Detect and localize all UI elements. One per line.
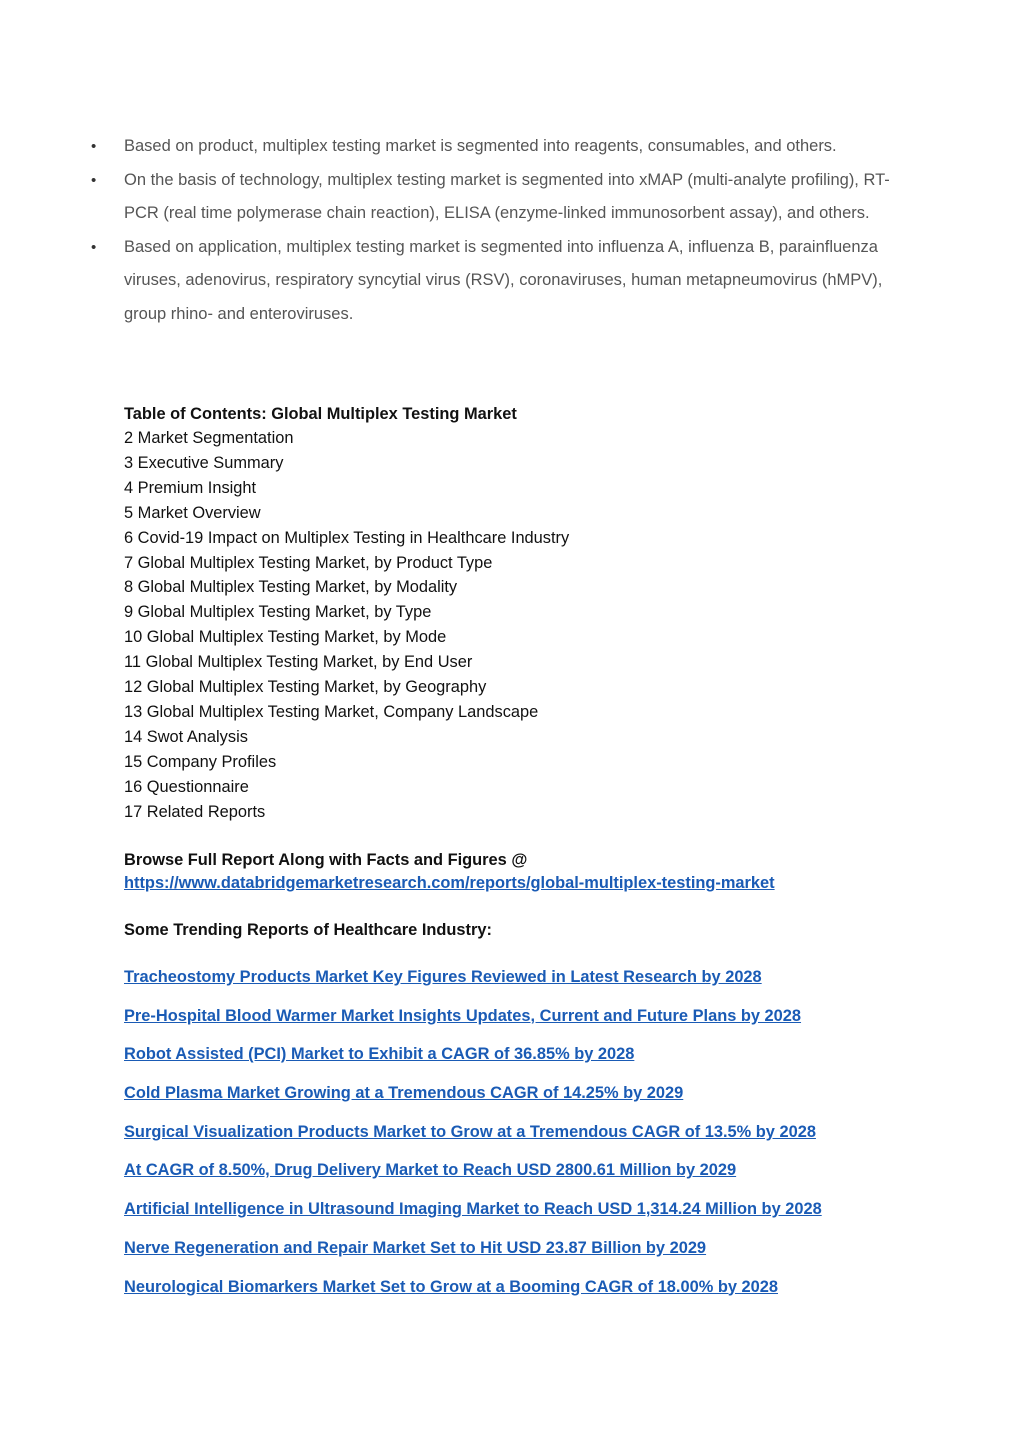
bullet-item: [86, 130, 906, 164]
bullet-dot-icon: •: [91, 238, 97, 256]
list-item: [124, 1082, 984, 1121]
toc-item: 4 Premium Insight: [124, 478, 257, 497]
bullet-item: [86, 231, 906, 332]
trending-report-link[interactable]: Surgical Visualization Products Market to Grow at a Tremendous CAGR of 13.5% by 2028: [124, 1122, 816, 1141]
toc-item: 14 Swot Analysis: [124, 727, 248, 746]
bullet-text: Based on product, multiplex testing market is segmented into reagents, consumables, and others.: [124, 137, 837, 155]
trending-report-link[interactable]: Robot Assisted (PCI) Market to Exhibit a CAGR of 36.85% by 2028: [124, 1045, 635, 1064]
toc-item: 10 Global Multiplex Testing Market, by Mode: [124, 628, 447, 647]
trending-report-link[interactable]: Neurological Biomarkers Market Set to Grow at a Booming CAGR of 18.00% by 2028: [124, 1277, 778, 1296]
list-item: [124, 1237, 984, 1276]
list-item: [124, 1159, 984, 1198]
browse-report-heading: Browse Full Report Along with Facts and Figures @: [124, 851, 528, 869]
toc-item: 9 Global Multiplex Testing Market, by Type: [124, 603, 432, 622]
list-item: [124, 1198, 984, 1237]
trending-reports-heading: Some Trending Reports of Healthcare Industry:: [124, 921, 492, 939]
trending-report-link[interactable]: Pre-Hospital Blood Warmer Market Insights Updates, Current and Future Plans by 2028: [124, 1006, 802, 1025]
bullet-dot-icon: •: [91, 138, 97, 155]
browse-report-section: [124, 849, 944, 895]
trending-report-link[interactable]: At CAGR of 8.50%, Drug Delivery Market to Reach USD 2800.61 Million by 2029: [124, 1161, 737, 1180]
trending-reports-list: [124, 966, 984, 1314]
bullet-text: On the basis of technology, multiplex testing market is segmented into xMAP (multi-analyte profiling), RT-PCR (real time polymerase chain reaction), ELISA (enzyme-linked immunosorbent assay), and others.: [124, 170, 890, 222]
segmentation-bullet-list: [86, 130, 906, 331]
toc-item: 15 Company Profiles: [124, 752, 277, 771]
toc-item: 3 Executive Summary: [124, 453, 284, 472]
trending-report-link[interactable]: Artificial Intelligence in Ultrasound Imaging Market to Reach USD 1,314.24 Million by 2028: [124, 1200, 822, 1219]
table-of-contents: [124, 403, 944, 825]
toc-title: Table of Contents: Global Multiplex Testing Market: [124, 405, 517, 423]
toc-item: 7 Global Multiplex Testing Market, by Product Type: [124, 553, 493, 572]
trending-report-link[interactable]: Cold Plasma Market Growing at a Tremendous CAGR of 14.25% by 2029: [124, 1084, 684, 1103]
trending-report-link[interactable]: Nerve Regeneration and Repair Market Set to Hit USD 23.87 Billion by 2029: [124, 1238, 707, 1257]
list-item: [124, 1005, 984, 1044]
trending-report-link[interactable]: Tracheostomy Products Market Key Figures Reviewed in Latest Research by 2028: [124, 968, 762, 986]
toc-item: 6 Covid-19 Impact on Multiplex Testing in Healthcare Industry: [124, 528, 570, 547]
list-item: [124, 1043, 984, 1082]
toc-item: 16 Questionnaire: [124, 777, 249, 796]
full-report-link[interactable]: https://www.databridgemarketresearch.com/reports/global-multiplex-testing-market: [124, 874, 775, 892]
toc-item: 8 Global Multiplex Testing Market, by Modality: [124, 578, 458, 597]
bullet-dot-icon: •: [91, 171, 97, 189]
toc-item: 12 Global Multiplex Testing Market, by Geography: [124, 678, 487, 697]
list-item: [124, 966, 984, 1005]
toc-item: 5 Market Overview: [124, 503, 261, 522]
list-item: [124, 1121, 984, 1160]
bullet-text: Based on application, multiplex testing market is segmented into influenza A, influenza B, parainfluenza viruses, adenovirus, respiratory syncytial virus (RSV), coronaviruses, human metapneumovirus (hMPV), group rhino- and enteroviruses.: [124, 237, 883, 323]
list-item: [124, 1276, 984, 1315]
toc-item: 2 Market Segmentation: [124, 429, 294, 447]
toc-item: 17 Related Reports: [124, 802, 266, 821]
toc-item: 13 Global Multiplex Testing Market, Company Landscape: [124, 702, 539, 721]
bullet-item: [86, 164, 906, 231]
toc-item: 11 Global Multiplex Testing Market, by End User: [124, 653, 473, 672]
